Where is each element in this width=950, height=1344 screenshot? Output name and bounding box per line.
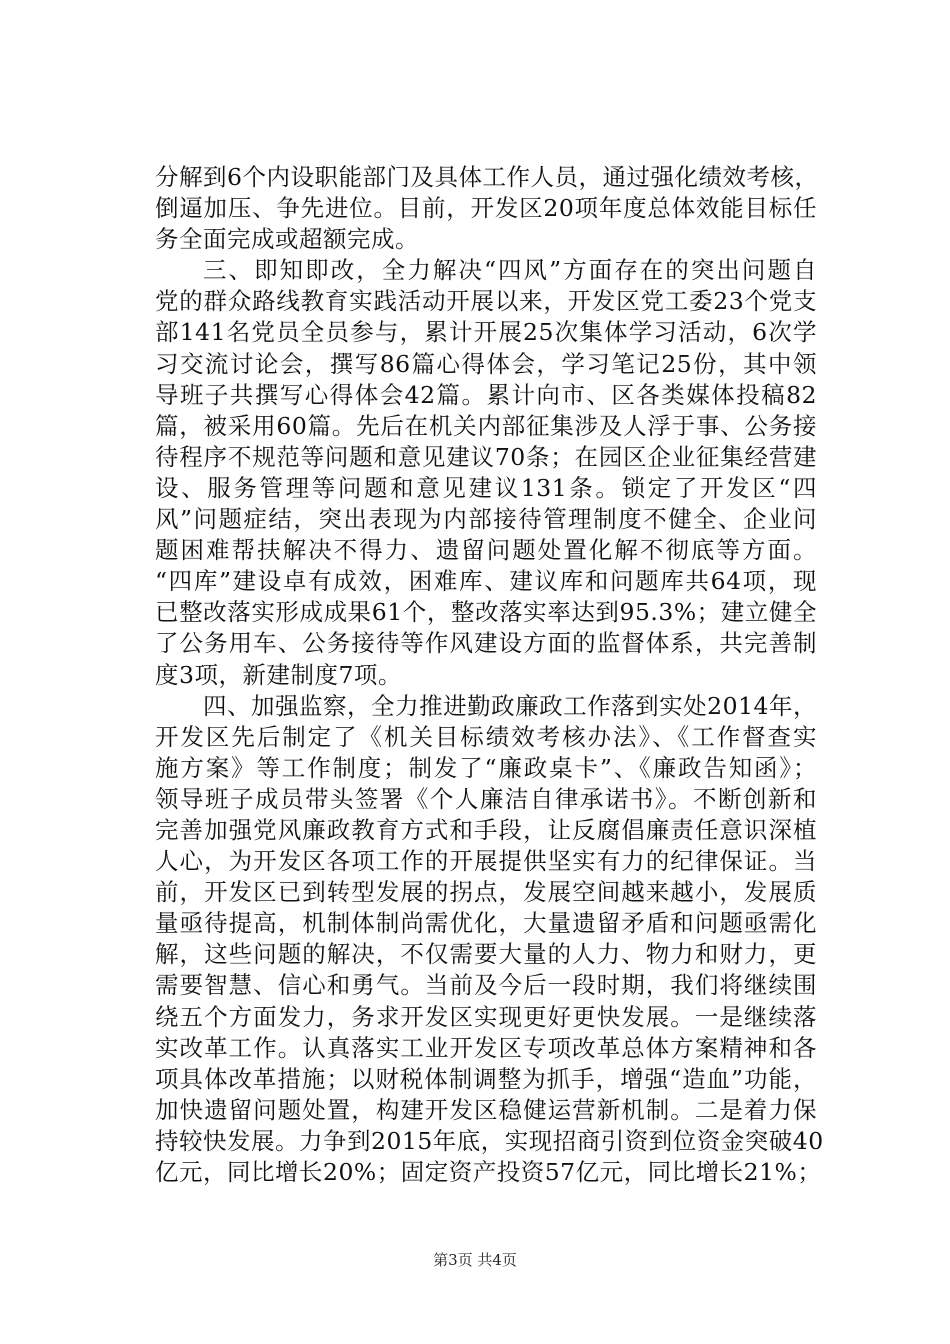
text-line: 篇，被采用60篇。先后在机关内部征集涉及人浮于事、公务接 [155,411,817,440]
text-line: “四库”建设卓有成效，困难库、建议库和问题库共64项，现 [155,567,817,596]
text-line: 前，开发区已到转型发展的拐点，发展空间越来越小，发展质 [155,878,817,907]
body-text [155,162,824,1188]
text-line: 绕五个方面发力，务求开发区实现更好更快发展。一是继续落 [155,1002,817,1031]
text-line: 务全面完成或超额完成。 [155,225,419,254]
text-line: 导班子共撰写心得体会42篇。累计向市、区各类媒体投稿82 [155,380,817,409]
text-line: 项具体改革措施；以财税体制调整为抓手，增强“造血”功能， [155,1064,817,1093]
section-heading-line: 四、加强监察，全力推进勤政廉政工作落到实处2014年， [203,691,817,720]
text-line: 设、服务管理等问题和意见建议131条。锁定了开发区“四 [155,473,817,502]
text-line: 施方案》等工作制度；制发了“廉政桌卡”、《廉政告知函》； [155,753,817,782]
text-line: 需要智慧、信心和勇气。当前及今后一段时期，我们将继续围 [155,971,817,1000]
text-line: 完善加强党风廉政教育方式和手段，让反腐倡廉责任意识深植 [155,815,817,844]
text-line: 题困难帮扶解决不得力、遗留问题处置化解不彻底等方面。 [155,536,817,565]
text-line: 解，这些问题的解决，不仅需要大量的人力、物力和财力，更 [155,940,817,969]
text-line: 倒逼加压、争先进位。目前，开发区20项年度总体效能目标任 [155,194,817,223]
text-line: 分解到6个内设职能部门及具体工作人员，通过强化绩效考核， [155,163,819,191]
text-line: 部141名党员全员参与，累计开展25次集体学习活动，6次学 [155,318,817,347]
text-line: 党的群众路线教育实践活动开展以来，开发区党工委23个党支 [155,287,817,316]
page-number-footer: 第3页 共4页 [433,1251,517,1269]
text-line: 亿元，同比增长20%；固定资产投资57亿元，同比增长21%； [155,1158,822,1186]
text-line: 加快遗留问题处置，构建开发区稳健运营新机制。二是着力保 [155,1095,817,1124]
section-heading-line: 三、即知即改，全力解决“四风”方面存在的突出问题自 [203,256,817,285]
text-line: 实改革工作。认真落实工业开发区专项改革总体方案精神和各 [155,1033,817,1062]
text-line: 度3项，新建制度7项。 [155,660,402,689]
text-line: 习交流讨论会，撰写86篇心得体会，学习笔记25份，其中领 [155,349,817,378]
text-line: 已整改落实形成成果61个，整改落实率达到95.3%；建立健全 [155,598,817,627]
text-line: 风”问题症结，突出表现为内部接待管理制度不健全、企业问 [155,505,817,534]
text-line: 持较快发展。力争到2015年底，实现招商引资到位资金突破40 [155,1126,824,1155]
text-line: 待程序不规范等问题和意见建议70条；在园区企业征集经营建 [155,442,817,471]
text-line: 开发区先后制定了《机关目标绩效考核办法》、《工作督查实 [155,722,817,751]
text-line: 领导班子成员带头签署《个人廉洁自律承诺书》。不断创新和 [155,784,817,813]
text-line: 人心，为开发区各项工作的开展提供坚实有力的纪律保证。当 [155,847,817,876]
text-line: 了公务用车、公务接待等作风建设方面的监督体系，共完善制 [155,629,817,658]
text-line: 量亟待提高，机制体制尚需优化，大量遗留矛盾和问题亟需化 [155,909,817,938]
